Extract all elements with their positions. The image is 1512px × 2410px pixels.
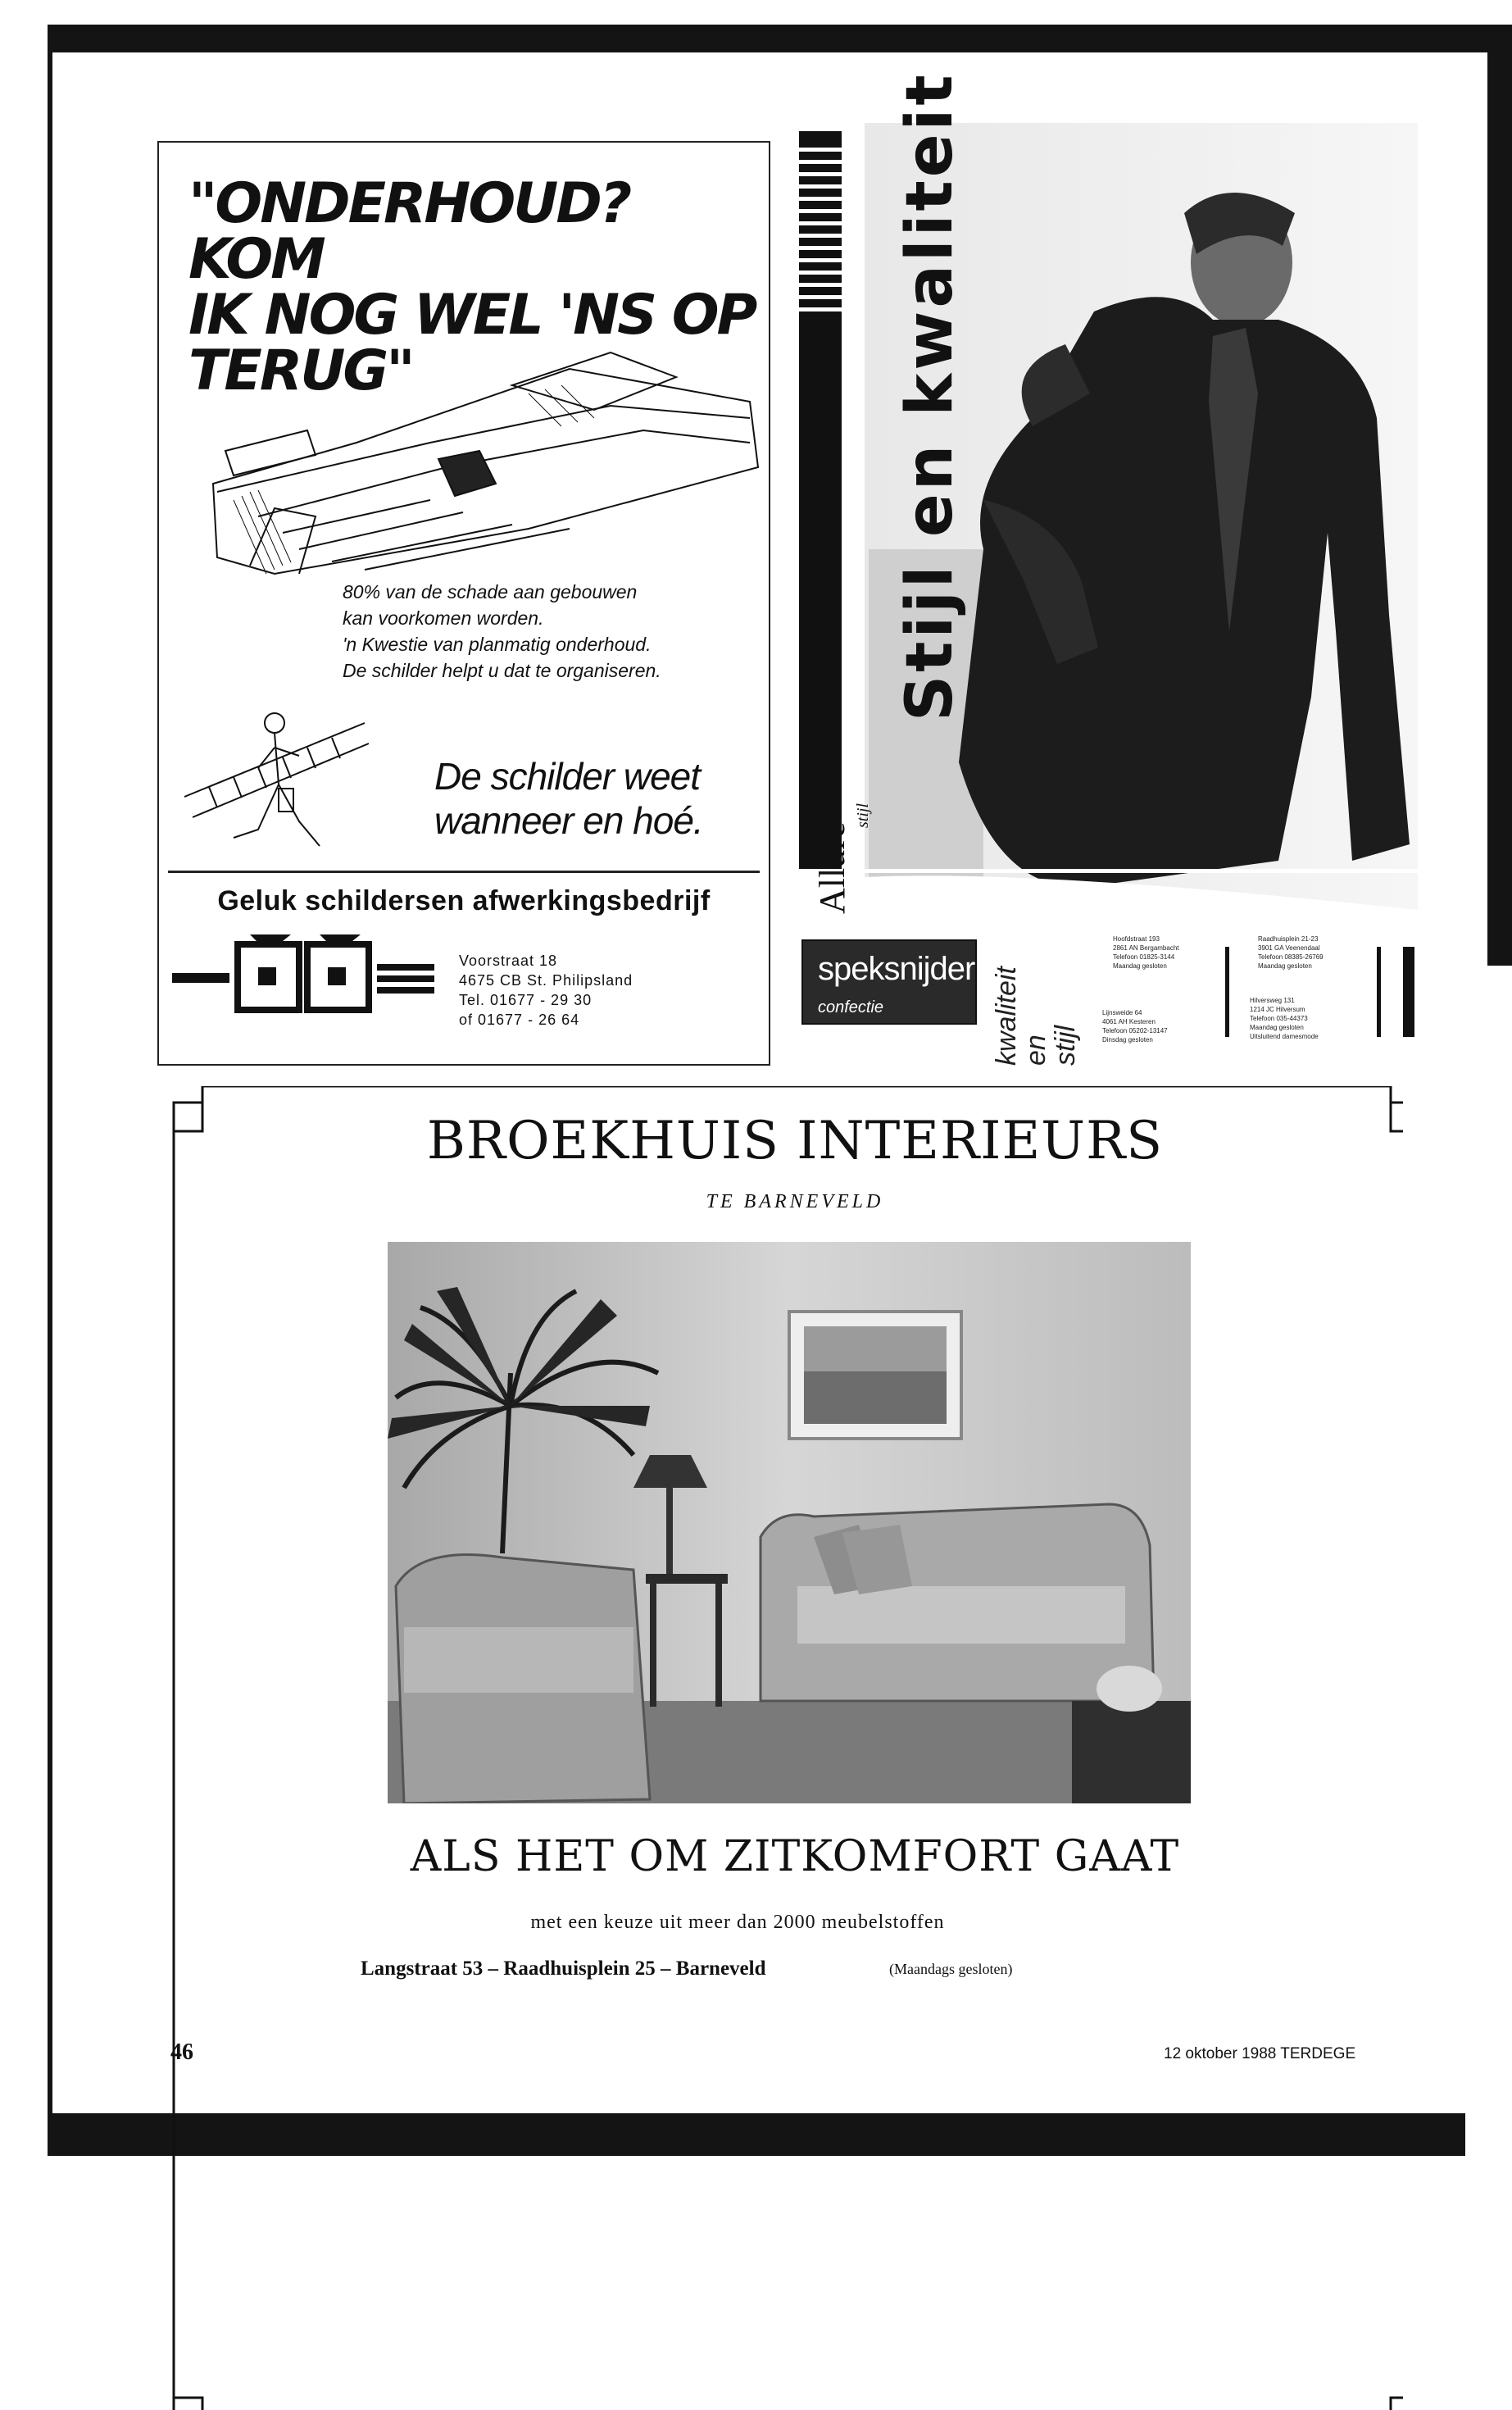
top-edge-bar — [48, 25, 1512, 52]
broekhuis-title: BROEKHUIS INTERIEURS — [426, 1111, 1164, 1171]
living-room-photo — [388, 1242, 1191, 1803]
allure-text: Allure — [812, 821, 852, 914]
stijl-tag: stijl — [854, 803, 872, 828]
stijl-vertical-text: Stijl en kwaliteit — [893, 71, 967, 721]
store-bergambacht: Hoofdstraat 193 2861 AN Bergambacht Telefoon 01825-3144 Maandag gesloten — [1113, 935, 1179, 970]
store-kesteren: Lijnsweide 64 4061 AH Kesteren Telefoon 05202-13147 Dinsdag gesloten — [1102, 1009, 1168, 1044]
gs-logo — [168, 934, 447, 1025]
painter-with-ladder-illustration — [176, 707, 373, 854]
page-number: 46 — [170, 2039, 193, 2065]
broekhuis-headline: ALS HET OM ZITKOMFORT GAAT — [410, 1832, 1180, 1881]
schilder-address: Voorstraat 18 4675 CB St. Philipsland Tel. 01677 - 29 30 of 01677 - 26 64 — [459, 953, 633, 1028]
confectie-label: confectie — [818, 998, 884, 1016]
schilder-slogan: De schilder weet wanneer en hoé. — [434, 755, 703, 842]
fashion-model-photo — [787, 123, 1418, 1066]
right-edge-bar — [1487, 48, 1512, 966]
stijl-en-kwaliteit-tagline: kwaliteit en stijl — [991, 966, 1081, 1066]
wood-beam-illustration — [184, 328, 766, 582]
left-edge-bar — [48, 25, 52, 2139]
store-veenendaal: Raadhuisplein 21-23 3901 GA Veenendaal Telefoon 08385-26769 Maandag gesloten — [1258, 935, 1324, 970]
broekhuis-offer: met een keuze uit meer dan 2000 meubelstoffen — [530, 1912, 945, 1933]
store-hilversum: Hilversweg 131 1214 JC Hilversum Telefoon 035-44373 Maandag gesloten Uitsluitend damesmode — [1250, 997, 1319, 1040]
broekhuis-subtitle: TE BARNEVELD — [706, 1191, 884, 1212]
schilder-divider — [168, 871, 760, 873]
schilder-body-text: 80% van de schade aan gebouwen kan voorkomen worden. 'n Kwestie van planmatig onderhoud. De schilder helpt u dat te organiseren. — [343, 581, 661, 681]
broekhuis-address: Langstraat 53 – Raadhuisplein 25 – Barneveld — [361, 1958, 766, 1980]
speksnijder-advertisement — [787, 123, 1418, 1066]
schilder-company-name: Geluk schildersen afwerkingsbedrijf — [217, 885, 711, 916]
issue-date-footer: 12 oktober 1988 TERDEGE — [1164, 2045, 1356, 2062]
broekhuis-closing-note: (Maandags gesloten) — [889, 1961, 1013, 1977]
schilder-headline: "ONDERHOUD? KOM IK NOG WEL 'NS OP TERUG" — [188, 171, 756, 403]
speksnijder-brand: speksnijder — [818, 951, 975, 987]
